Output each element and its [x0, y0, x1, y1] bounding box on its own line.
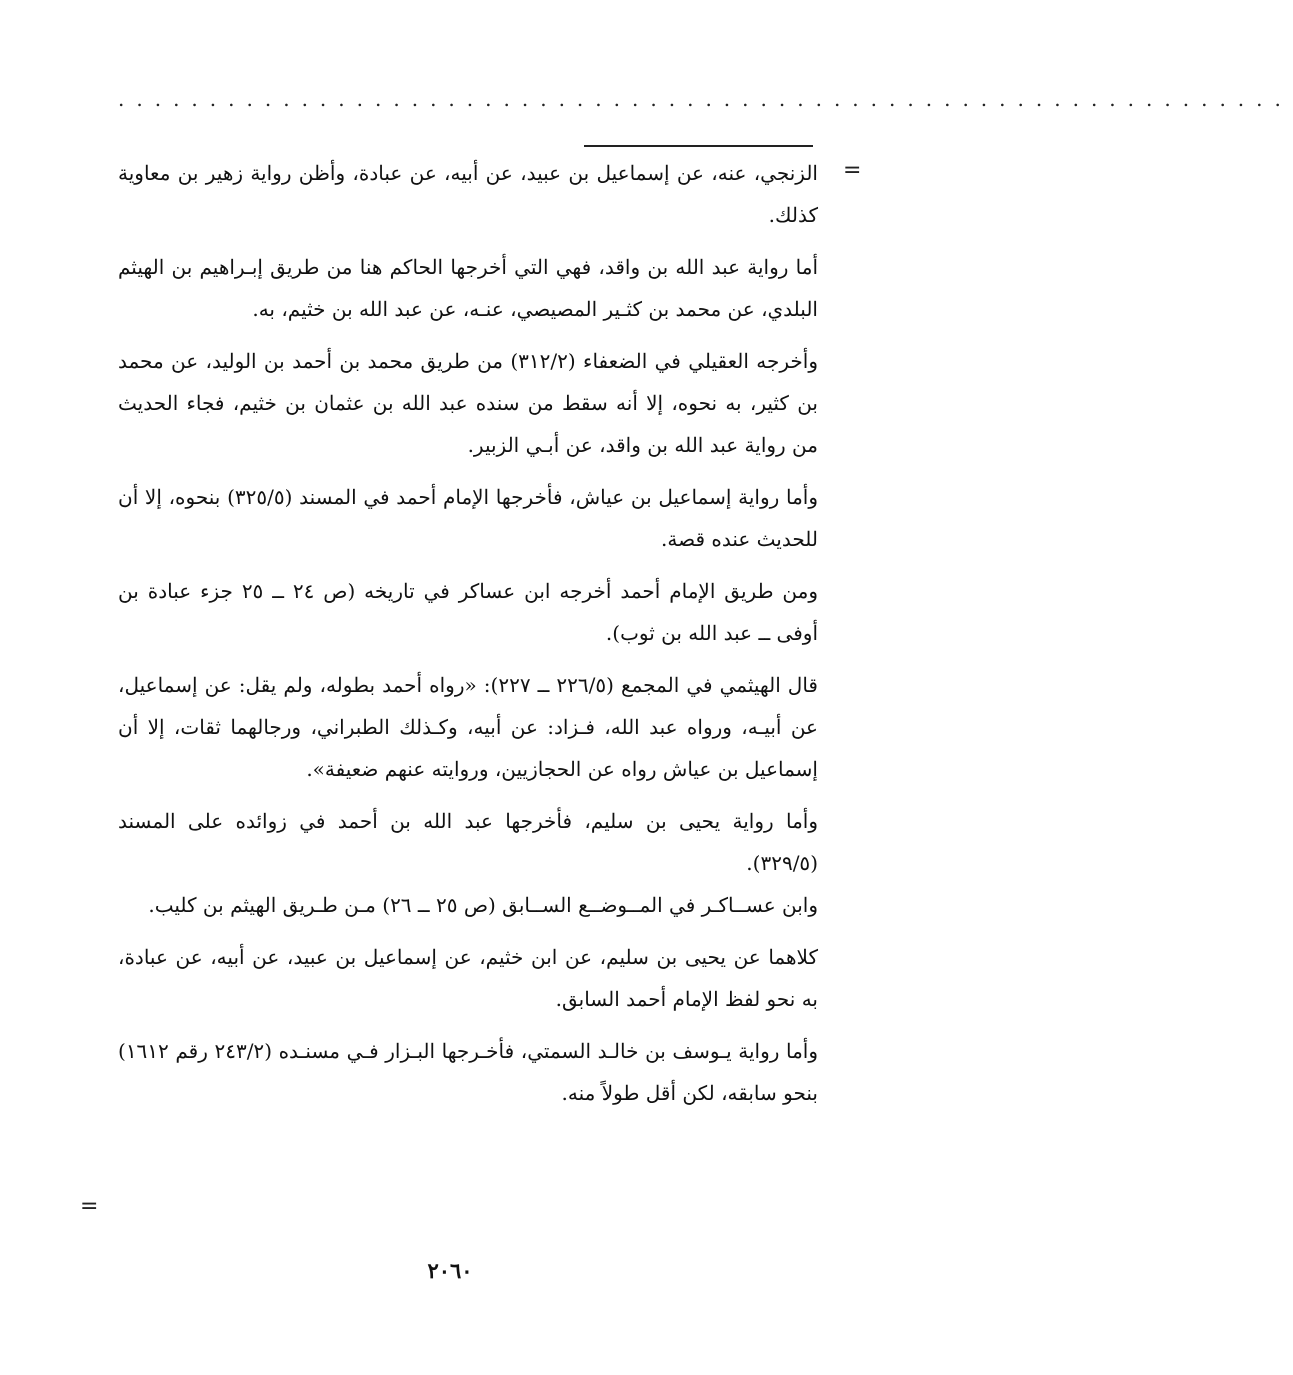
paragraph-4: وأما رواية إسماعيل بن عياش، فأخرجها الإمام أحمد في المسند (٣٢٥/٥) بنحوه، إلا أن للحديث عنده قصة.: [118, 485, 818, 551]
continuation-mark-bottom: =: [80, 1194, 99, 1219]
paragraph-6: قال الهيثمي في المجمع (٢٢٦/٥ ــ ٢٢٧): «رواه أحمد بطوله، ولم يقل: عن إسماعيل، عن أبيـه، ورواه عبد الله، فـزاد: عن أبيه، وكـذلك الطبراني، ورجالهما ثقات، إلا أن إسماعيل بن عياش رواه عن الحجازيين، وروايته عنهم ضعيفة».: [118, 673, 818, 781]
page-number: ٢٠٦٠: [427, 1258, 473, 1283]
continuation-mark-top: =: [843, 158, 862, 183]
paragraph-5: ومن طريق الإمام أحمد أخرجه ابن عساكر في تاريخه (ص ٢٤ ــ ٢٥ جزء عبادة بن أوفى ــ عبد الله بن ثوب).: [118, 579, 819, 645]
paragraph-7: وأما رواية يحيى بن سليم، فأخرجها عبد الله بن أحمد في زوائده على المسند (٣٢٩/٥).: [118, 809, 818, 875]
paragraph-2: أما رواية عبد الله بن واقد، فهي التي أخرجها الحاكم هنا من طريق إبـراهيم بن الهيثم البلدي، عن محمد بن كثـير المصيصي، عنـه، عن عبد الله بن خثيم، به.: [118, 255, 818, 321]
paragraph-8: وابن عســاكـر في المــوضــع الســابق (ص ٢٥ ــ ٢٦) مـن طـريق الهيثم بن كليب.: [148, 893, 818, 917]
paragraph-1: الزنجي، عنه، عن إسماعيل بن عبيد، عن أبيه، عن عبادة، وأظن رواية زهير بن معاوية كذلك.: [118, 161, 818, 227]
paragraph-3: وأخرجه العقيلي في الضعفاء (٣١٢/٢) من طريق محمد بن أحمد بن الوليد، عن محمد بن كثير، به نحوه، إلا أنه سقط من سنده عبد الله بن عثمان بن خثيم، فجاء الحديث من رواية عبد الله بن واقد، عن أبـي الزبير.: [118, 349, 818, 457]
footnote-separator-rule: [584, 145, 813, 147]
header-dotted-line: ................................................................: [118, 87, 1293, 111]
paragraph-9: كلاهما عن يحيى بن سليم، عن ابن خثيم، عن إسماعيل بن عبيد، عن أبيه، عن عبادة، به نحو لفظ الإمام أحمد السابق.: [118, 945, 818, 1011]
paragraph-10: وأما رواية يـوسف بن خالـد السمتي، فأخـرجها البـزار فـي مسنـده (٢٤٣/٢ رقم ١٦١٢) بنحو سابقه، لكن أقل طولاً منه.: [118, 1039, 818, 1105]
footnote-body: [118, 152, 818, 1124]
